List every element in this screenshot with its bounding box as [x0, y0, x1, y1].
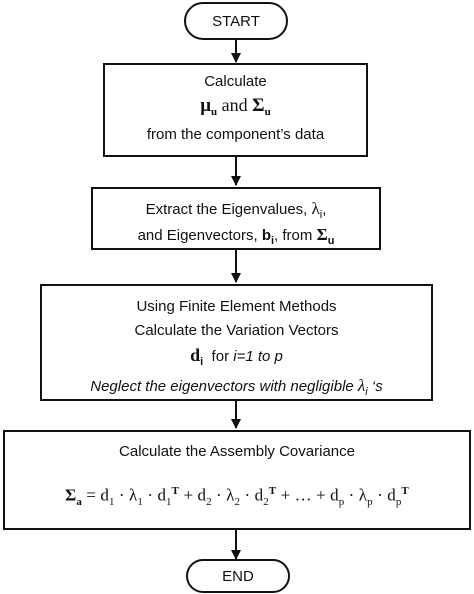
step-finite-element-variation [40, 284, 433, 401]
step3-line4-suffix: ‘s [367, 378, 383, 395]
step4-line1: Calculate the Assembly Covariance [119, 443, 355, 460]
step-calculate-mean-covariance [103, 63, 368, 157]
eq-term6: · d [240, 485, 264, 505]
d-symbol: d [190, 345, 201, 365]
step2-line2 [93, 225, 379, 251]
step2-line2-text: and Eigenvectors, [137, 227, 262, 244]
eq-term9-sub: p [395, 496, 402, 509]
eq-lhs: Σ [65, 485, 77, 505]
eq-term2: · λ [114, 485, 138, 505]
eq-term3: · d [142, 485, 167, 505]
range-text: i=1 to p [233, 348, 283, 365]
b-subscript: i [270, 235, 275, 247]
step3-line4-text: Neglect the eigenvectors with negligible [90, 378, 358, 395]
lambda-subscript: i [319, 209, 323, 221]
lambda-i-symbol: λ [357, 376, 366, 395]
step3-line2: Calculate the Variation Vectors [134, 322, 339, 339]
for-text: for [203, 348, 234, 365]
eq-term5: · λ [211, 485, 235, 505]
lambda-symbol: λ [311, 199, 320, 218]
eq-transpose1: T [171, 485, 180, 497]
eq-term2-sub: 1 [137, 496, 143, 509]
start-label: START [212, 12, 260, 30]
step1-line2 [105, 92, 366, 125]
step1-line3: from the component’s data [146, 126, 325, 143]
eq-term8-sub: p [367, 496, 373, 509]
eq-term5-sub: 2 [234, 496, 241, 509]
d-subscript: i [200, 356, 204, 368]
lambda-i-subscript: i [365, 386, 368, 398]
step-assembly-covariance [3, 430, 471, 530]
and-word: and [217, 95, 253, 115]
eq-transpose2: T [268, 485, 277, 497]
eq-term6-sub: 2 [263, 496, 269, 509]
eq-term7-sub: p [338, 496, 345, 509]
step3-line4 [42, 374, 431, 404]
b-symbol: b [261, 227, 271, 244]
sigma-subscript: u [264, 106, 271, 118]
eq-term1: = d [81, 485, 109, 505]
eq-term4-sub: 2 [206, 496, 212, 509]
end-terminal [186, 559, 290, 593]
step3-line3 [42, 343, 431, 374]
sigma-u-symbol: Σ [316, 225, 328, 244]
step-extract-eigen [91, 187, 381, 250]
step2-line2-mid: , from [274, 227, 317, 244]
end-label: END [222, 567, 254, 585]
eq-term9: · d [372, 485, 396, 505]
eq-transpose3: T [401, 485, 409, 497]
eq-lhs-sub: a [76, 496, 82, 509]
start-terminal [184, 2, 288, 40]
mu-symbol: μ [200, 95, 212, 116]
step2-line1-comma: , [322, 201, 327, 218]
assembly-covariance-equation [5, 478, 469, 515]
sigma-u-subscript: u [327, 235, 335, 247]
eq-term8: · λ [344, 485, 368, 505]
eq-term4: + d [179, 485, 207, 505]
step1-line1: Calculate [204, 73, 267, 90]
eq-term1-sub: 1 [108, 496, 115, 509]
mu-subscript: u [211, 106, 218, 118]
sigma-symbol: Σ [252, 95, 265, 116]
eq-term7: + … + d [276, 485, 339, 505]
eq-term3-sub: 1 [166, 496, 172, 509]
step2-line1 [93, 199, 379, 225]
step3-line1: Using Finite Element Methods [136, 298, 337, 315]
step2-line1-text: Extract the Eigenvalues, [145, 201, 312, 218]
